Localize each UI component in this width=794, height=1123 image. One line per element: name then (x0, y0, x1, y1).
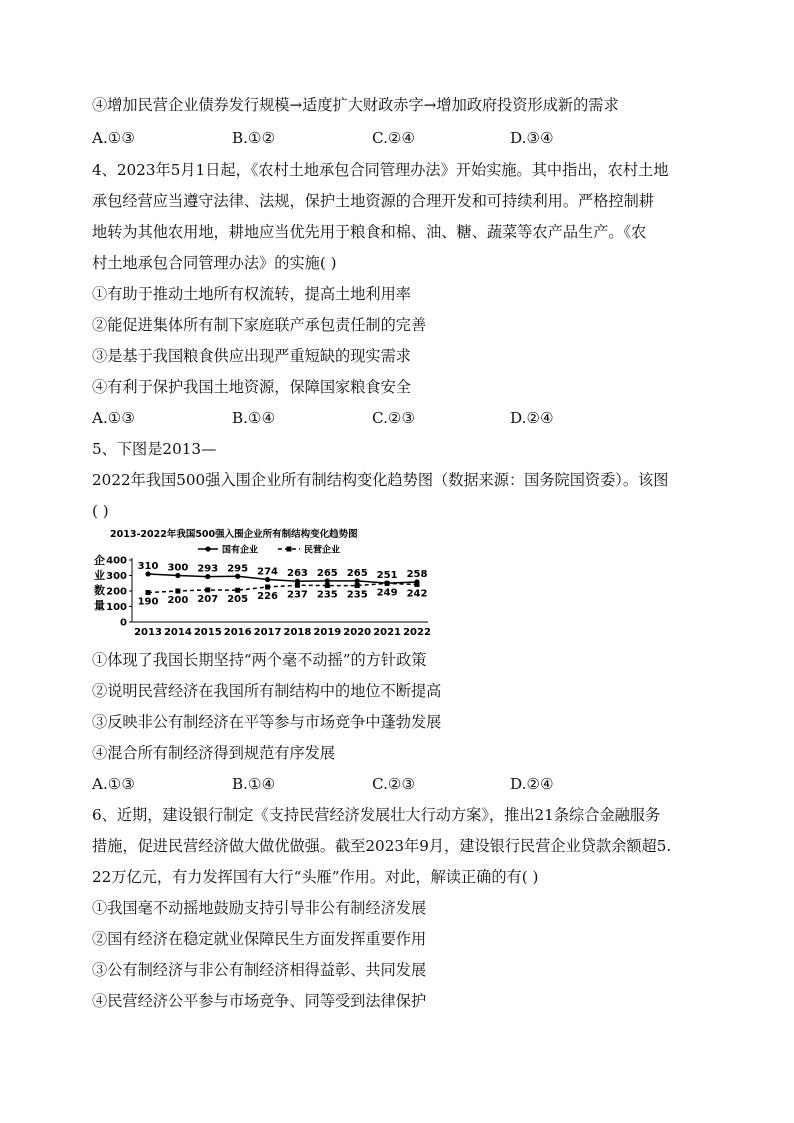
y-axis-label-char: 量 (94, 599, 105, 612)
y-axis-label-char: 企 (94, 554, 105, 567)
q4-stem-line-3: 地转为其他农用地，耕地应当优先用于粮食和棉、油、糖、蔬菜等农产品生产。《农 (92, 223, 647, 241)
option-c[interactable]: C.②③ (372, 409, 416, 427)
data-label: 207 (197, 593, 219, 605)
option-d[interactable]: D.③④ (510, 129, 554, 147)
data-point (235, 574, 240, 579)
y-axis-label-char: 数 (94, 584, 105, 597)
legend-marker-series-1 (205, 546, 210, 551)
data-point (205, 587, 210, 592)
q4-stem-line-2: 承包经营应当遵守法律、法规，保护土地资源的合理开发和可持续利用。严格控制耕 (92, 192, 654, 210)
option-c[interactable]: C.②③ (372, 775, 416, 793)
q5-item-3: ③反映非公有制经济在平等参与市场竞争中蓬勃发展 (92, 713, 442, 731)
data-label: 205 (227, 594, 249, 606)
data-point (265, 584, 270, 589)
q4-stem-line-4: 村土地承包合同管理办法》的实施( ) (92, 254, 337, 272)
data-label: 242 (406, 588, 428, 600)
q4-stem-line-1: 4、2023年5月1日起，《农村土地承包合同管理办法》开始实施。其中指出，农村土地 (92, 161, 669, 179)
option-a[interactable]: A.①③ (92, 129, 136, 147)
data-label: 265 (316, 567, 338, 579)
q5-stem-line-2: 2022年我国500强入围企业所有制结构变化趋势图（数据来源：国务院国资委）。该图 (92, 471, 669, 489)
y-tick-label: 200 (106, 586, 127, 598)
q5-stem-line-3: ( ) (92, 502, 109, 520)
q4-item-2: ②能促进集体所有制下家庭联产承包责任制的完善 (92, 316, 427, 334)
x-tick-label: 2017 (253, 627, 282, 638)
data-label: 265 (346, 567, 368, 579)
x-tick-label: 2016 (223, 627, 252, 638)
data-point (415, 582, 420, 587)
q5-item-1: ①体现了我国长期坚持“两个毫不动摇”的方针政策 (92, 651, 427, 669)
data-label: 226 (257, 590, 278, 602)
option-a[interactable]: A.①③ (92, 409, 136, 427)
q6-item-3: ③公有制经济与非公有制经济相得益彰、共同发展 (92, 961, 427, 979)
data-point (385, 581, 390, 586)
data-point (325, 583, 330, 588)
data-label: 300 (167, 562, 189, 574)
data-point (295, 583, 300, 588)
data-point (175, 589, 180, 594)
q6-stem-line-2: 措施，促进民营经济做大做优做强。截至2023年9月，建设银行民营企业贷款余额超5. (92, 837, 672, 855)
y-tick-label: 100 (106, 602, 127, 613)
q5-item-2: ②说明民营经济在我国所有制结构中的地位不断提高 (92, 682, 442, 700)
data-point (145, 571, 150, 576)
data-label: 249 (376, 587, 398, 599)
option-b[interactable]: B.①② (232, 129, 276, 147)
q4-item-3: ③是基于我国粮食供应出现严重短缺的现实需求 (92, 347, 411, 365)
q6-item-1: ①我国毫不动摇地鼓励支持引导非公有制经济发展 (92, 899, 427, 917)
data-point (355, 578, 360, 583)
option-b[interactable]: B.①④ (232, 409, 276, 427)
legend-marker-series-2 (287, 547, 292, 552)
data-point (355, 583, 360, 588)
x-tick-label: 2015 (193, 627, 222, 638)
data-label: 263 (287, 568, 308, 580)
q4-item-4: ④有利于保护我国土地资源，保障国家粮食安全 (92, 378, 411, 396)
data-label: 237 (287, 589, 308, 601)
option-d[interactable]: D.②④ (510, 775, 554, 793)
ownership-trend-chart (92, 526, 434, 642)
q6-item-2: ②国有经济在稳定就业保障民生方面发挥重要作用 (92, 930, 427, 948)
data-label: 293 (197, 563, 219, 575)
y-tick-label: 400 (106, 555, 127, 567)
q6-stem-line-3: 22万亿元，有力发挥国有大行“头雁”作用。对此，解读正确的有( ) (92, 868, 539, 886)
y-axis-label-char: 业 (94, 569, 105, 582)
q6-stem-line-1: 6、近期，建设银行制定《支持民营经济发展壮大行动方案》，推出21条综合金融服务 (92, 806, 661, 824)
data-label: 274 (257, 566, 278, 578)
q5-stem-line-1: 5、下图是2013— (92, 440, 217, 458)
x-tick-label: 2014 (163, 627, 192, 638)
x-tick-label: 2019 (313, 627, 342, 638)
data-point (146, 590, 151, 595)
data-label: 258 (406, 569, 428, 581)
q5-item-4: ④混合所有制经济得到规范有序发展 (92, 744, 335, 762)
x-tick-label: 2018 (283, 627, 312, 638)
chart-title: 2013-2022年我国500强入围企业所有制结构变化趋势图 (110, 529, 358, 540)
x-tick-label: 2021 (373, 627, 402, 638)
y-tick-label: 300 (106, 571, 127, 582)
data-point (205, 574, 210, 579)
data-point (235, 588, 240, 593)
x-tick-label: 2022 (403, 627, 431, 638)
data-label: 295 (227, 563, 249, 575)
data-point (265, 577, 270, 582)
data-label: 235 (346, 589, 368, 601)
data-label: 190 (137, 596, 159, 608)
option-c[interactable]: C.②④ (372, 129, 416, 147)
prev-question-item-4: ④增加民营企业债券发行规模→适度扩大财政赤字→增加政府投资形成新的需求 (92, 96, 619, 114)
legend-label-series-1: 国有企业 (222, 545, 259, 556)
data-label: 235 (316, 589, 338, 601)
x-tick-label: 2013 (134, 627, 162, 638)
x-tick-label: 2020 (343, 627, 372, 638)
option-d[interactable]: D.②④ (510, 409, 554, 427)
option-a[interactable]: A.①③ (92, 775, 136, 793)
data-label: 310 (137, 560, 159, 572)
q4-item-1: ①有助于推动土地所有权流转，提高土地利用率 (92, 285, 411, 303)
data-label: 200 (167, 595, 189, 606)
q6-item-4: ④民营经济公平参与市场竞争、同等受到法律保护 (92, 992, 427, 1010)
chart-svg (92, 526, 434, 642)
data-label: 251 (376, 570, 398, 582)
legend-label-series-2: 民营企业 (304, 545, 341, 556)
y-tick-label: 0 (120, 617, 127, 629)
data-point (175, 573, 180, 578)
data-point (325, 578, 330, 583)
option-b[interactable]: B.①④ (232, 775, 276, 793)
